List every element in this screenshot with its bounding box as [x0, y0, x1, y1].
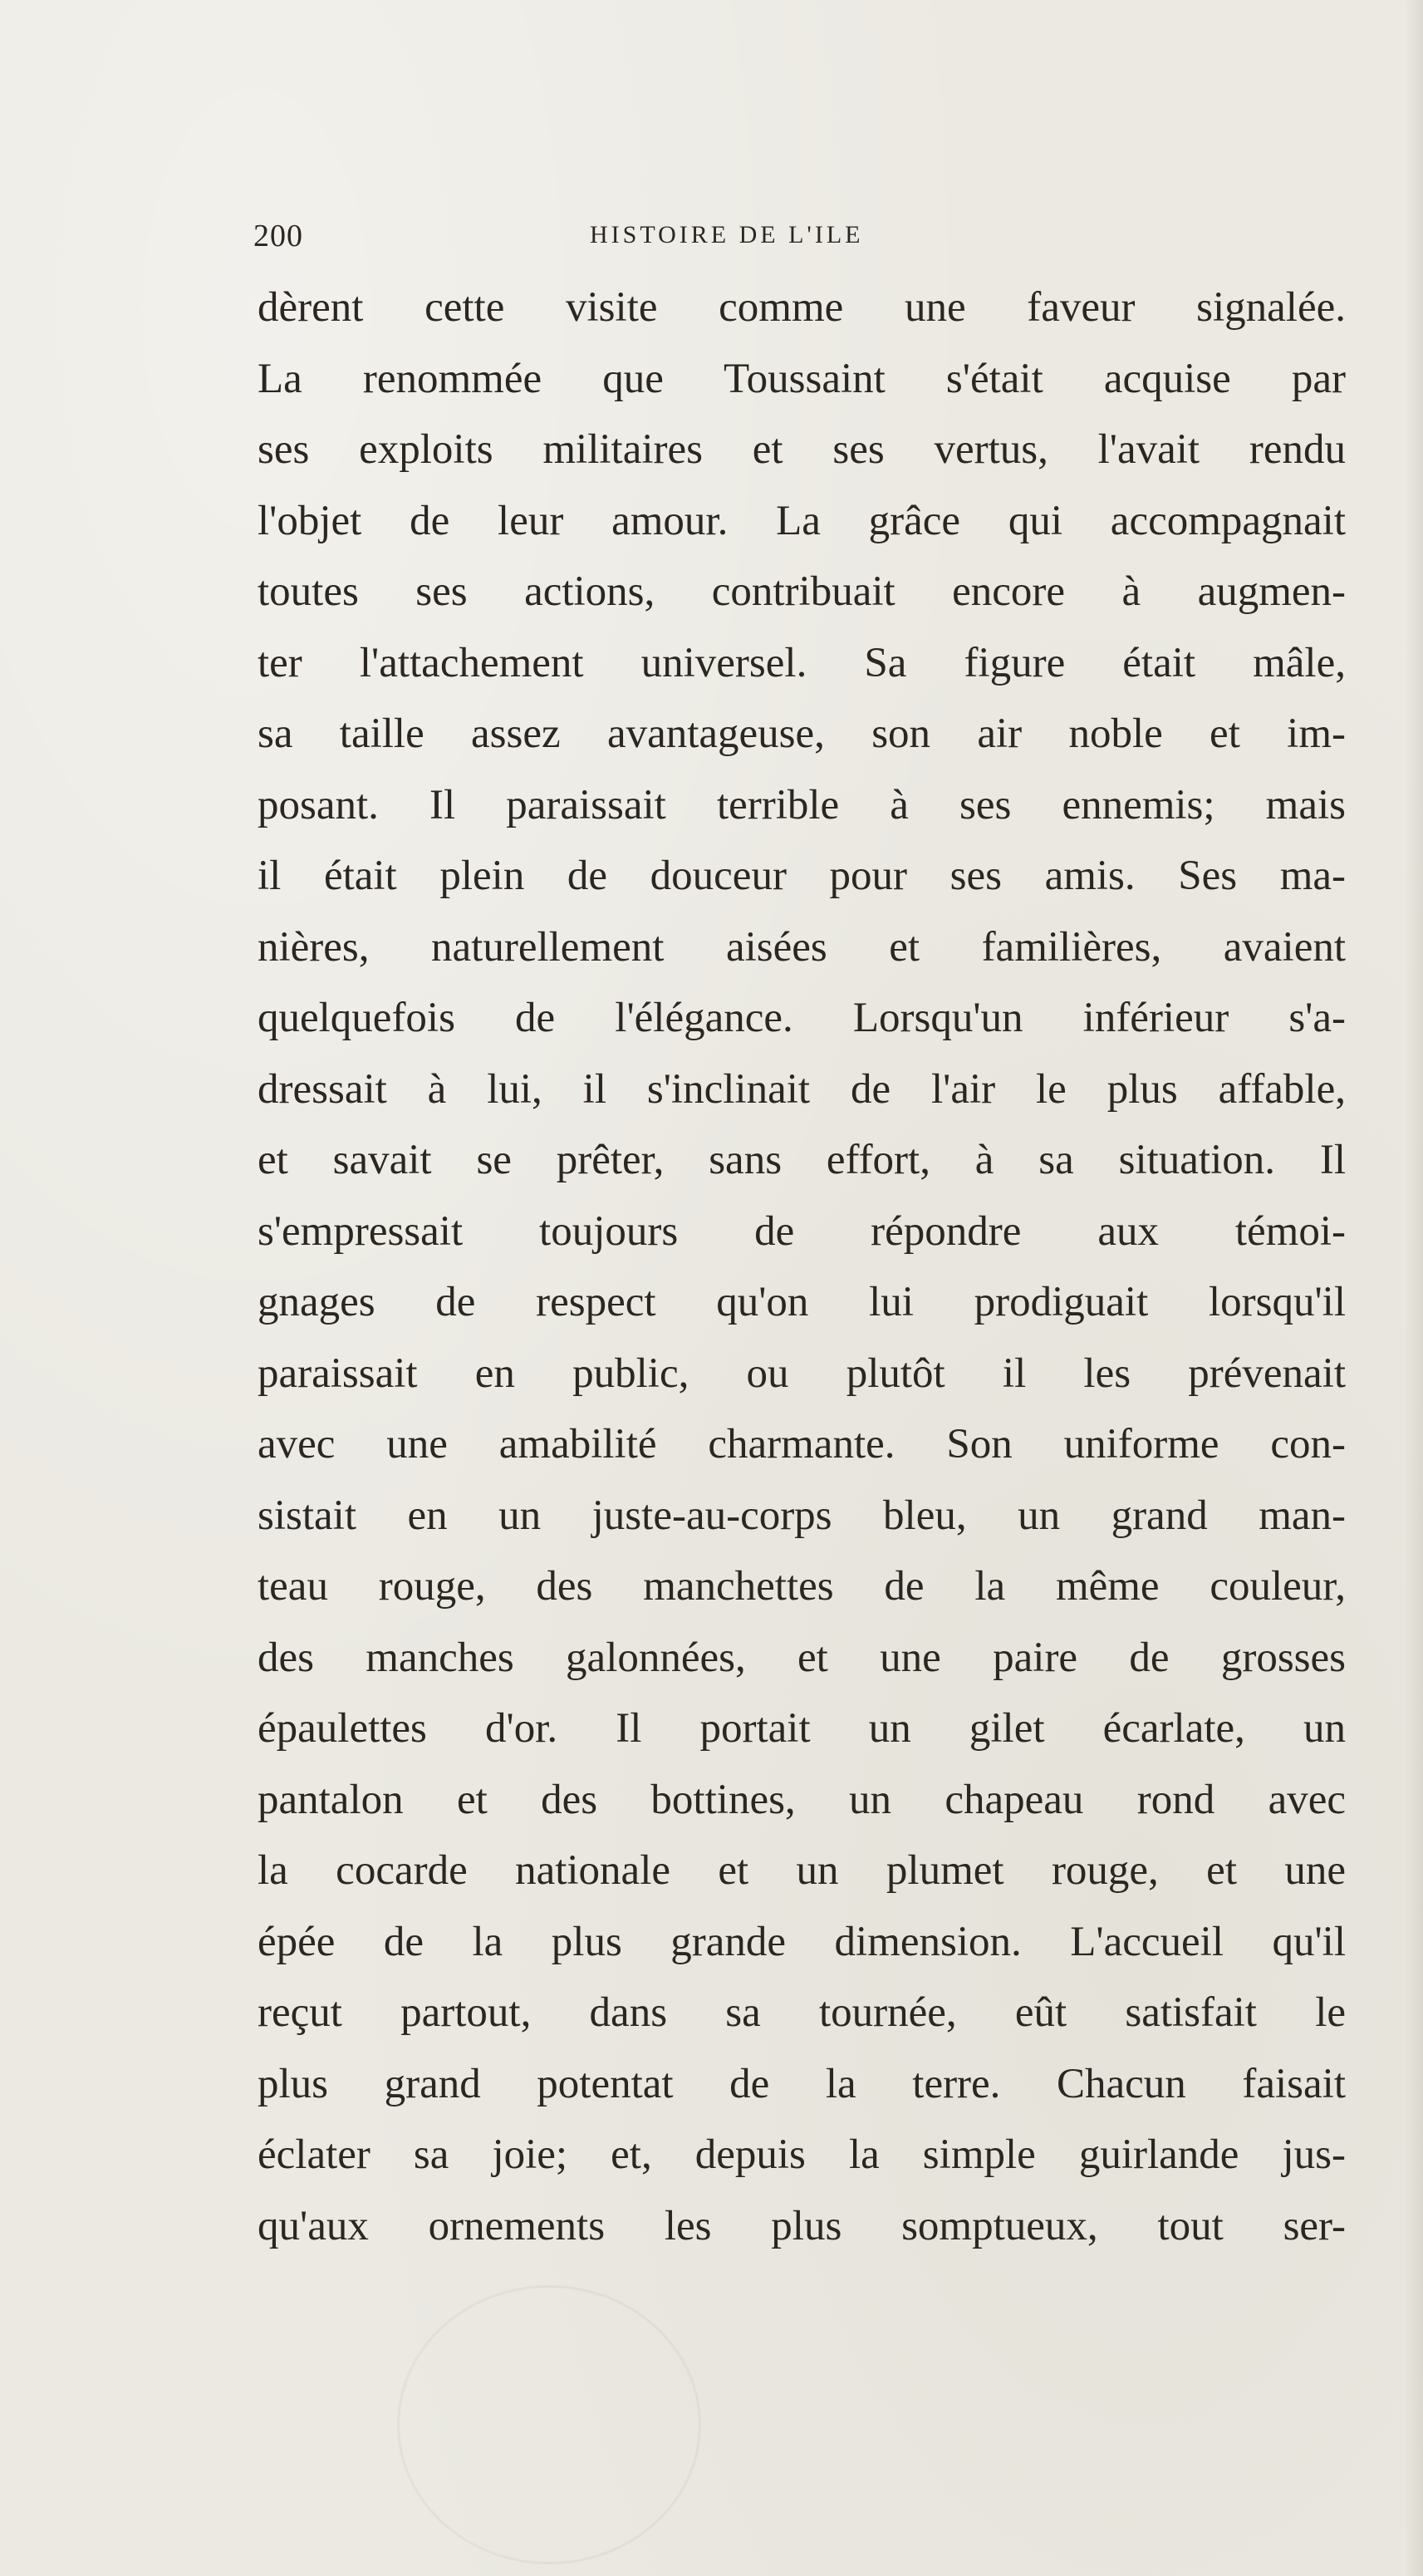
text-line: La renommée que Toussaint s'était acquise par	[258, 355, 1346, 402]
text-line: posant. Il paraissait terrible à ses ennemis; mais	[258, 781, 1346, 828]
page-number: 200	[253, 219, 303, 253]
text-line: nières, naturellement aisées et familières, avaient	[258, 923, 1346, 971]
text-line: il était plein de douceur pour ses amis. Ses ma-	[258, 853, 1346, 899]
running-head	[253, 218, 1350, 259]
text-line: sa taille assez avantageuse, son air noble et im-	[258, 710, 1346, 757]
text-line: l'objet de leur amour. La grâce qui accompagnait	[258, 497, 1346, 544]
page-edge-shadow	[1405, 0, 1423, 2576]
text-line: paraissait en public, ou plutôt il les prévenait	[258, 1349, 1346, 1397]
text-line: teau rouge, des manchettes de la même couleur,	[258, 1563, 1346, 1610]
text-line: ter l'attachement universel. Sa figure était mâle,	[258, 639, 1346, 686]
text-line: dressait à lui, il s'inclinait de l'air le plus affable,	[258, 1065, 1346, 1113]
text-line: sistait en un juste-au-corps bleu, un grand man-	[258, 1492, 1346, 1539]
text-line: pantalon et des bottines, un chapeau rond avec	[258, 1776, 1346, 1823]
text-line: s'empressait toujours de répondre aux témoi-	[258, 1207, 1346, 1255]
body-text	[258, 273, 1346, 2262]
text-line: des manches galonnées, et une paire de grosses	[258, 1634, 1346, 1681]
text-line: plus grand potentat de la terre. Chacun faisait	[258, 2060, 1346, 2107]
text-line: éclater sa joie; et, depuis la simple guirlande jus-	[258, 2131, 1346, 2178]
text-line: quelquefois de l'élégance. Lorsqu'un inférieur s'a-	[258, 995, 1346, 1041]
text-line: et savait se prêter, sans effort, à sa situation. Il	[258, 1137, 1346, 1183]
text-line: toutes ses actions, contribuait encore à augmen-	[258, 568, 1346, 615]
text-line: gnages de respect qu'on lui prodiguait lorsqu'il	[258, 1279, 1346, 1325]
text-line: la cocarde nationale et un plumet rouge, et une	[258, 1847, 1346, 1894]
text-line: épée de la plus grande dimension. L'accueil qu'il	[258, 1918, 1346, 1965]
running-title: HISTOIRE DE L'ILE	[590, 221, 864, 248]
text-line: avec une amabilité charmante. Son uniforme con-	[258, 1421, 1346, 1467]
text-line: reçut partout, dans sa tournée, eût satisfait le	[258, 1989, 1346, 2036]
faded-library-stamp	[397, 2285, 701, 2564]
text-line: dèrent cette visite comme une faveur signalée.	[258, 284, 1346, 331]
text-line: ses exploits militaires et ses vertus, l'avait rendu	[258, 426, 1346, 473]
text-line: qu'aux ornements les plus somptueux, tout ser-	[258, 2202, 1346, 2249]
text-line: épaulettes d'or. Il portait un gilet écarlate, un	[258, 1705, 1346, 1752]
